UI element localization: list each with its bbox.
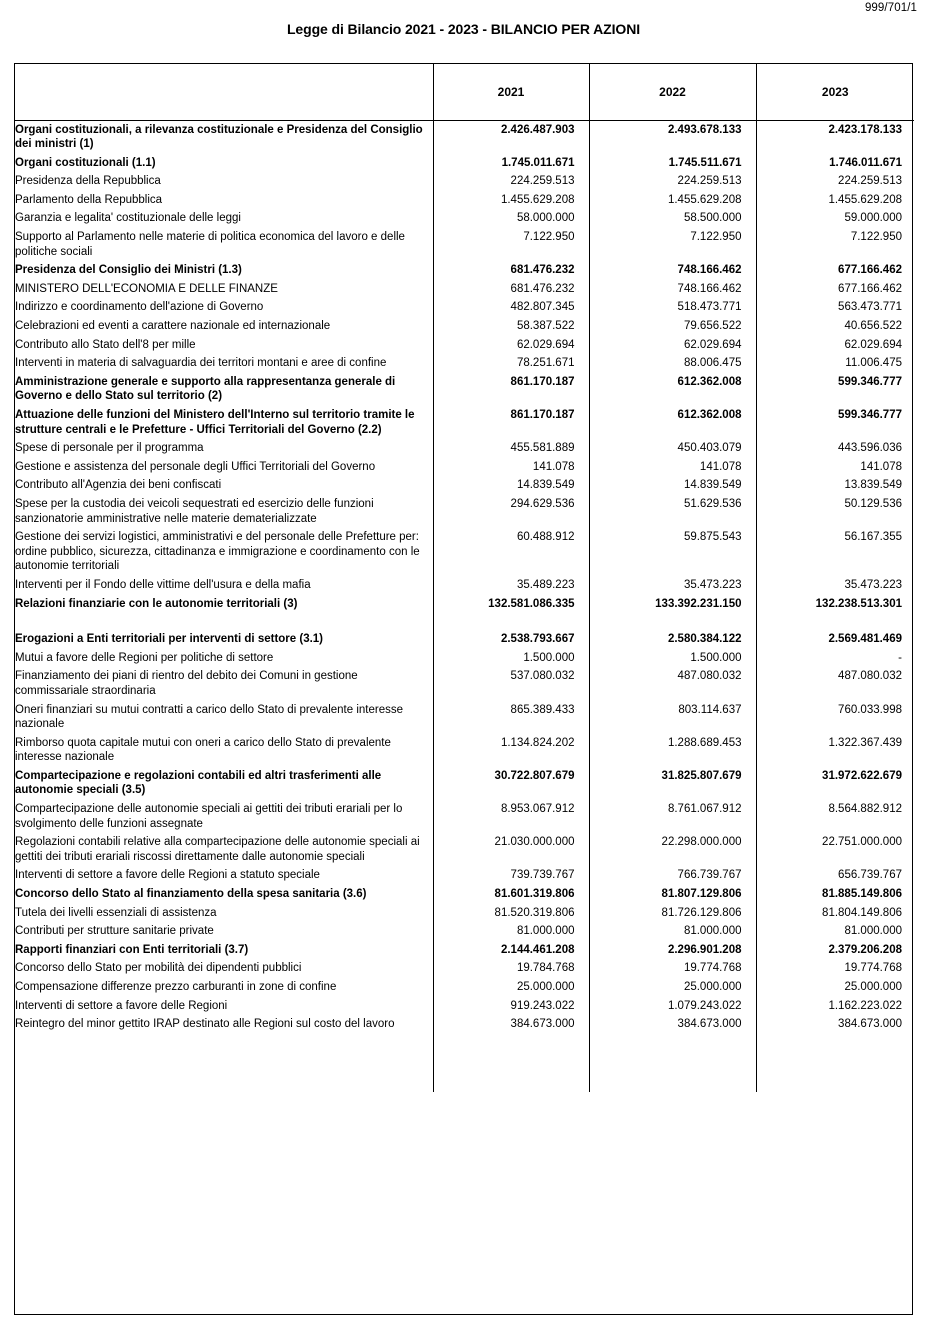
row-value-2022: 748.166.462: [589, 261, 756, 280]
row-label: Mutui a favore delle Regioni per politiche di settore: [15, 649, 433, 668]
row-value-2022: 1.500.000: [589, 649, 756, 668]
table-row: [15, 191, 914, 210]
table-row: [15, 978, 914, 997]
row-value-2022: 1.745.511.671: [589, 154, 756, 173]
row-value-2023: 62.029.694: [844, 338, 902, 351]
row-value-2022: 59.875.543: [589, 528, 756, 576]
row-value-2022: 518.473.771: [589, 298, 756, 317]
row-value-2022: 25.000.000: [589, 978, 756, 997]
row-value-2021: 132.581.086.335: [433, 595, 589, 614]
row-value-2022: 450.403.079: [589, 439, 756, 458]
row-value-2021: 2.426.487.903: [433, 120, 589, 154]
table-row: [15, 458, 914, 477]
row-label: Gestione e assistenza del personale degli Uffici Territoriali del Governo: [15, 458, 433, 477]
row-value-2023: 677.166.462: [838, 264, 902, 277]
row-value-2023: 141.078: [860, 460, 902, 473]
row-label: Contributi per strutture sanitarie private: [15, 922, 433, 941]
row-value-2021: 8.953.067.912: [433, 800, 589, 833]
table-row: [15, 833, 914, 866]
row-value-2022: 612.362.008: [589, 406, 756, 439]
row-value-2022: 384.673.000: [589, 1015, 756, 1034]
row-value-2021: 482.807.345: [433, 298, 589, 317]
row-value-2023: 1.455.629.208: [828, 193, 902, 206]
row-value-2022: 1.455.629.208: [589, 191, 756, 210]
row-label: Celebrazioni ed eventi a carattere nazionale ed internazionale: [15, 317, 433, 336]
row-value-2021: 19.784.768: [433, 959, 589, 978]
spacer-cell: [756, 613, 914, 630]
row-value-2022: 2.580.384.122: [589, 630, 756, 649]
table-row: [15, 406, 914, 439]
column-header-2022: 2022: [589, 64, 756, 120]
row-value-2023: 599.346.777: [838, 375, 902, 388]
row-value-2021: 681.476.232: [433, 261, 589, 280]
row-label: Regolazioni contabili relative alla compartecipazione delle autonomie speciali ai gettiti dei tributi erariali riscossi direttamente dalle autonomie speciali: [15, 833, 433, 866]
row-value-2021: 1.134.824.202: [433, 734, 589, 767]
row-value-2021: 81.000.000: [433, 922, 589, 941]
table-row: [15, 959, 914, 978]
table-row: [15, 595, 914, 614]
row-value-2023: 563.473.771: [838, 301, 902, 314]
table-row: [15, 1015, 914, 1034]
row-value-2022: 1.079.243.022: [589, 997, 756, 1016]
row-value-2021: 25.000.000: [433, 978, 589, 997]
table-row: [15, 997, 914, 1016]
row-value-2023: 35.473.223: [844, 578, 902, 591]
tail-cell: [15, 1034, 433, 1092]
row-label: Concorso dello Stato al finanziamento della spesa sanitaria (3.6): [15, 885, 433, 904]
row-label: Rapporti finanziari con Enti territoriali (3.7): [15, 941, 433, 960]
spacer-cell: [589, 613, 756, 630]
budget-table: [15, 64, 914, 1092]
row-label: Presidenza del Consiglio dei Ministri (1.3): [15, 261, 433, 280]
row-value-2021: 455.581.889: [433, 439, 589, 458]
table-row: [15, 228, 914, 261]
row-label: Indirizzo e coordinamento dell'azione di Governo: [15, 298, 433, 317]
row-value-2021: 35.489.223: [433, 576, 589, 595]
row-label: Relazioni finanziarie con le autonomie territoriali (3): [15, 595, 433, 614]
row-value-2022: 51.629.536: [589, 495, 756, 528]
row-value-2023: 760.033.998: [838, 703, 902, 716]
row-value-2022: 8.761.067.912: [589, 800, 756, 833]
row-value-2022: 141.078: [589, 458, 756, 477]
row-value-2022: 612.362.008: [589, 373, 756, 406]
row-value-2022: 748.166.462: [589, 280, 756, 299]
table-row: [15, 336, 914, 355]
row-value-2022: 19.774.768: [589, 959, 756, 978]
row-value-2023: 1.162.223.022: [828, 999, 902, 1012]
budget-table-container: [14, 63, 913, 1315]
row-value-2022: 14.839.549: [589, 476, 756, 495]
row-value-2022: 487.080.032: [589, 667, 756, 700]
table-row: [15, 922, 914, 941]
table-row: [15, 649, 914, 668]
row-value-2021: 2.538.793.667: [433, 630, 589, 649]
row-value-2023: 443.596.036: [838, 442, 902, 455]
page-title: Legge di Bilancio 2021 - 2023 - BILANCIO PER AZIONI: [286, 21, 640, 37]
row-label: Organi costituzionali (1.1): [15, 154, 433, 173]
row-value-2023: 40.656.522: [844, 320, 902, 333]
table-row: [15, 904, 914, 923]
spacer-cell: [433, 613, 589, 630]
row-value-2022: 31.825.807.679: [589, 767, 756, 800]
row-value-2022: 133.392.231.150: [589, 595, 756, 614]
row-value-2023: 599.346.777: [838, 409, 902, 421]
column-header-2023: 2023: [756, 64, 914, 120]
row-label: Contributo allo Stato dell'8 per mille: [15, 336, 433, 355]
row-value-2023: 19.774.768: [844, 962, 902, 975]
row-value-2021: 861.170.187: [433, 373, 589, 406]
table-row: [15, 172, 914, 191]
table-row: [15, 885, 914, 904]
row-label: Oneri finanziari su mutui contratti a carico dello Stato di prevalente interesse nazionale: [15, 701, 433, 734]
row-value-2022: 766.739.767: [589, 866, 756, 885]
table-row: [15, 439, 914, 458]
row-value-2023: 2.379.206.208: [828, 943, 902, 956]
table-row: [15, 528, 914, 576]
row-label: Compensazione differenze prezzo carburanti in zone di confine: [15, 978, 433, 997]
row-value-2023: 2.569.481.469: [828, 633, 902, 646]
row-value-2023: 81.885.149.806: [822, 888, 902, 901]
row-value-2022: 62.029.694: [589, 336, 756, 355]
table-row: [15, 767, 914, 800]
page-code: 999/701/1: [864, 2, 917, 14]
table-row: [15, 734, 914, 767]
row-value-2022: 803.114.637: [589, 701, 756, 734]
row-label: Rimborso quota capitale mutui con oneri a carico dello Stato di prevalente interesse nazionale: [15, 734, 433, 767]
row-value-2021: 865.389.433: [433, 701, 589, 734]
table-row: [15, 209, 914, 228]
table-row: [15, 576, 914, 595]
row-label: Compartecipazione e regolazioni contabili ed altri trasferimenti alle autonomie speciali (3.5): [15, 767, 433, 800]
row-label: Presidenza della Repubblica: [15, 172, 433, 191]
row-value-2021: 58.000.000: [433, 209, 589, 228]
row-label: Interventi per il Fondo delle vittime dell'usura e della mafia: [15, 576, 433, 595]
row-label: Spese per la custodia dei veicoli sequestrati ed esercizio delle funzioni sanzionatorie amministrative nelle materie dematerializzate: [15, 495, 433, 528]
row-value-2021: 1.745.011.671: [433, 154, 589, 173]
row-value-2022: 35.473.223: [589, 576, 756, 595]
row-value-2021: 58.387.522: [433, 317, 589, 336]
row-value-2021: 294.629.536: [433, 495, 589, 528]
row-value-2021: 224.259.513: [433, 172, 589, 191]
row-value-2023: 132.238.513.301: [815, 597, 902, 610]
row-label: Interventi di settore a favore delle Regioni a statuto speciale: [15, 866, 433, 885]
row-value-2023: 11.006.475: [845, 357, 902, 370]
table-row: [15, 800, 914, 833]
row-value-2023: 656.739.767: [838, 869, 902, 882]
table-header: [15, 64, 914, 120]
table-row: [15, 120, 914, 154]
row-value-2023: 13.839.549: [844, 479, 902, 492]
row-value-2021: 7.122.950: [433, 228, 589, 261]
row-label: Supporto al Parlamento nelle materie di politica economica del lavoro e delle politiche sociali: [15, 228, 433, 261]
row-value-2022: 2.493.678.133: [589, 120, 756, 154]
row-label: Concorso dello Stato per mobilità dei dipendenti pubblici: [15, 959, 433, 978]
row-value-2021: 30.722.807.679: [433, 767, 589, 800]
row-label: Compartecipazione delle autonomie speciali ai gettiti dei tributi erariali per lo svolgimento delle funzioni assegnate: [15, 800, 433, 833]
row-value-2023: 8.564.882.912: [828, 803, 902, 816]
row-value-2022: 58.500.000: [589, 209, 756, 228]
row-value-2023: 1.746.011.671: [829, 156, 902, 169]
row-value-2021: 2.144.461.208: [433, 941, 589, 960]
row-value-2023: 56.167.355: [844, 531, 902, 544]
table-spacer-row: [15, 613, 914, 630]
row-value-2023: 677.166.462: [838, 282, 902, 295]
row-label: Reintegro del minor gettito IRAP destinato alle Regioni sul costo del lavoro: [15, 1015, 433, 1034]
row-value-2021: 21.030.000.000: [433, 833, 589, 866]
row-label: Attuazione delle funzioni del Ministero dell'Interno sul territorio tramite le strutture centrali e le Prefetture - Uffici Territoriali del Governo (2.2): [15, 406, 433, 439]
row-value-2021: 384.673.000: [433, 1015, 589, 1034]
header-row: [15, 64, 914, 120]
row-label: Tutela dei livelli essenziali di assistenza: [15, 904, 433, 923]
row-label: Garanzia e legalita' costituzionale delle leggi: [15, 209, 433, 228]
row-value-2023: 487.080.032: [838, 670, 902, 683]
row-value-2023: 22.751.000.000: [822, 836, 902, 849]
row-value-2021: 1.500.000: [433, 649, 589, 668]
row-label: Parlamento della Repubblica: [15, 191, 433, 210]
table-row: [15, 866, 914, 885]
row-value-2022: 79.656.522: [589, 317, 756, 336]
row-value-2021: 681.476.232: [433, 280, 589, 299]
column-header-2021: 2021: [433, 64, 589, 120]
row-value-2022: 1.288.689.453: [589, 734, 756, 767]
row-label: Finanziamento dei piani di rientro del debito dei Comuni in gestione commissariale straordinaria: [15, 667, 433, 700]
row-value-2021: 141.078: [433, 458, 589, 477]
row-value-2023: 1.322.367.439: [828, 736, 902, 749]
row-value-2023: 224.259.513: [838, 175, 902, 188]
table-row: [15, 495, 914, 528]
table-row: [15, 373, 914, 406]
row-label: Organi costituzionali, a rilevanza costituzionale e Presidenza del Consiglio dei ministri (1): [15, 120, 433, 154]
row-value-2021: 14.839.549: [433, 476, 589, 495]
column-header-label: [15, 64, 433, 120]
table-row: [15, 280, 914, 299]
table-row: [15, 476, 914, 495]
row-value-2021: 739.739.767: [433, 866, 589, 885]
table-row: [15, 701, 914, 734]
row-value-2021: 861.170.187: [433, 406, 589, 439]
row-value-2022: 81.726.129.806: [589, 904, 756, 923]
row-value-2023: 31.972.622.679: [822, 769, 902, 782]
row-value-2023: 384.673.000: [838, 1018, 902, 1031]
tail-cell: [589, 1034, 756, 1092]
row-value-2021: 537.080.032: [433, 667, 589, 700]
row-value-2022: 2.296.901.208: [589, 941, 756, 960]
tail-cell: [433, 1034, 589, 1092]
table-row: [15, 298, 914, 317]
row-label: Gestione dei servizi logistici, amministrativi e del personale delle Prefetture per: ordine pubblico, sicurezza, cittadinanza e immigrazione e coordinamento con le autonomie territoriali: [15, 528, 433, 576]
table-body: [15, 120, 914, 1092]
row-value-2022: 81.000.000: [589, 922, 756, 941]
table-row: [15, 667, 914, 700]
row-value-2022: 224.259.513: [589, 172, 756, 191]
row-value-2021: 81.601.319.806: [433, 885, 589, 904]
row-value-2022: 81.807.129.806: [589, 885, 756, 904]
tail-cell: [756, 1034, 914, 1092]
row-value-2021: 60.488.912: [433, 528, 589, 576]
table-row: [15, 354, 914, 373]
row-label: Interventi in materia di salvaguardia dei territori montani e aree di confine: [15, 354, 433, 373]
row-value-2021: 78.251.671: [433, 354, 589, 373]
row-value-2023: 25.000.000: [844, 981, 902, 993]
table-row: [15, 317, 914, 336]
row-label: Amministrazione generale e supporto alla rappresentanza generale di Governo e dello Stato sul territorio (2): [15, 373, 433, 406]
row-value-2023: 81.000.000: [844, 925, 902, 938]
row-value-2023: 81.804.149.806: [822, 906, 902, 919]
row-value-2023: -: [898, 651, 902, 664]
row-value-2021: 81.520.319.806: [433, 904, 589, 923]
row-value-2023: 50.129.536: [844, 497, 902, 510]
row-value-2023: 59.000.000: [844, 212, 902, 225]
spacer-cell: [15, 613, 433, 630]
row-value-2023: 2.423.178.133: [828, 123, 902, 136]
row-label: Erogazioni a Enti territoriali per interventi di settore (3.1): [15, 630, 433, 649]
row-label: MINISTERO DELL'ECONOMIA E DELLE FINANZE: [15, 280, 433, 299]
row-value-2021: 62.029.694: [433, 336, 589, 355]
row-label: Contributo all'Agenzia dei beni confiscati: [15, 476, 433, 495]
row-label: Spese di personale per il programma: [15, 439, 433, 458]
row-value-2022: 88.006.475: [589, 354, 756, 373]
table-tail-row: [15, 1034, 914, 1092]
row-label: Interventi di settore a favore delle Regioni: [15, 997, 433, 1016]
row-value-2022: 7.122.950: [589, 228, 756, 261]
table-row: [15, 941, 914, 960]
row-value-2021: 1.455.629.208: [433, 191, 589, 210]
row-value-2021: 919.243.022: [433, 997, 589, 1016]
row-value-2022: 22.298.000.000: [589, 833, 756, 866]
row-value-2023: 7.122.950: [850, 231, 902, 244]
table-row: [15, 154, 914, 173]
table-row: [15, 261, 914, 280]
table-row: [15, 630, 914, 649]
